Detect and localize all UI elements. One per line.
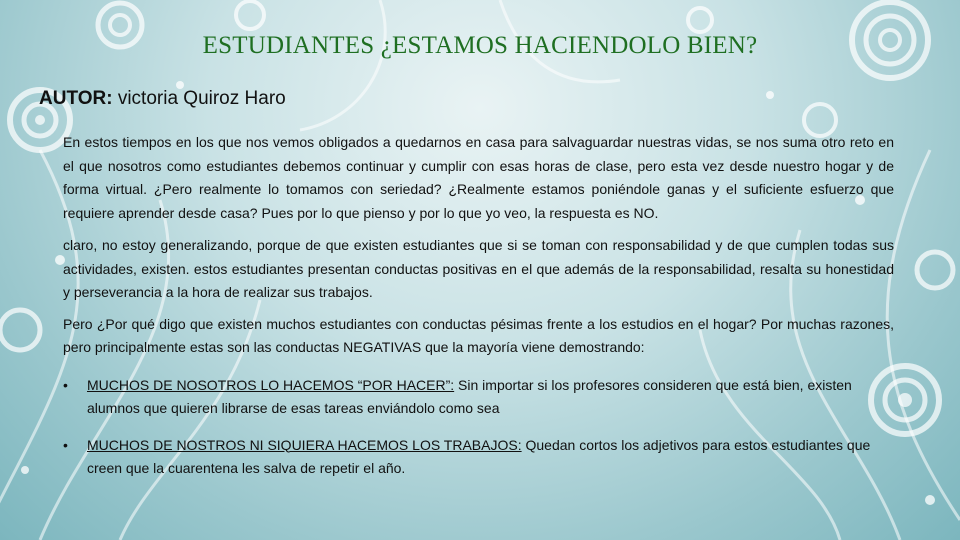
bullet-marker: • (63, 436, 68, 453)
paragraph: En estos tiempos en los que nos vemos obligados a quedarnos en casa para salvaguardar nuestras vidas, se nos suma otro reto en el que nosotros como estudiantes debemos continuar y cumplir con esas horas de clase, pero esta vez desde nuestro hogar y de forma virtual. ¿Pero realmente lo tomamos con seriedad? ¿Realmente estamos poniéndole ganas y el suficiente esfuerzo que requiere aprender desde casa? Pues por lo que pienso y por lo que yo veo, la respuesta es NO. (63, 134, 894, 221)
bullet-marker: • (63, 376, 68, 393)
author-label: AUTOR: (39, 88, 113, 109)
list-item (63, 374, 894, 421)
bullet-text: Quedan cortos los adjetivos para estos estudiantes que creen que la cuarentena les salva de repetir el año. (87, 436, 871, 476)
bullet-heading: MUCHOS DE NOSTROS NI SIQUIERA HACEMOS LOS TRABAJOS: (87, 436, 522, 453)
bullet-heading: MUCHOS DE NOSOTROS LO HACEMOS “POR HACER”: (87, 376, 455, 393)
paragraph: Pero ¿Por qué digo que existen muchos estudiantes con conductas pésimas frente a los estudios en el hogar? Por muchas razones, pero principalmente estas son las conductas NEGATIVAS que la mayoría viene demostrando: (63, 315, 894, 355)
body-text (63, 131, 894, 494)
author-name: victoria Quiroz Haro (112, 88, 286, 109)
bullet-text: Sin importar si los profesores consideren que está bien, existen alumnos que quieren librarse de esas tareas enviándolo como sea (87, 376, 852, 416)
author-line (39, 88, 286, 110)
paragraph: claro, no estoy generalizando, porque de que existen estudiantes que si se toman con responsabilidad y de que cumplen todas sus actividades, existen. estos estudiantes presentan conductas positivas en el que además de la responsabilidad, resalta su honestidad y perseverancia a la hora de realizar sus trabajos. (63, 237, 894, 300)
slide-title: ESTUDIANTES ¿ESTAMOS HACIENDOLO BIEN? (202, 32, 758, 59)
bullet-list (63, 374, 894, 481)
list-item (63, 434, 894, 481)
